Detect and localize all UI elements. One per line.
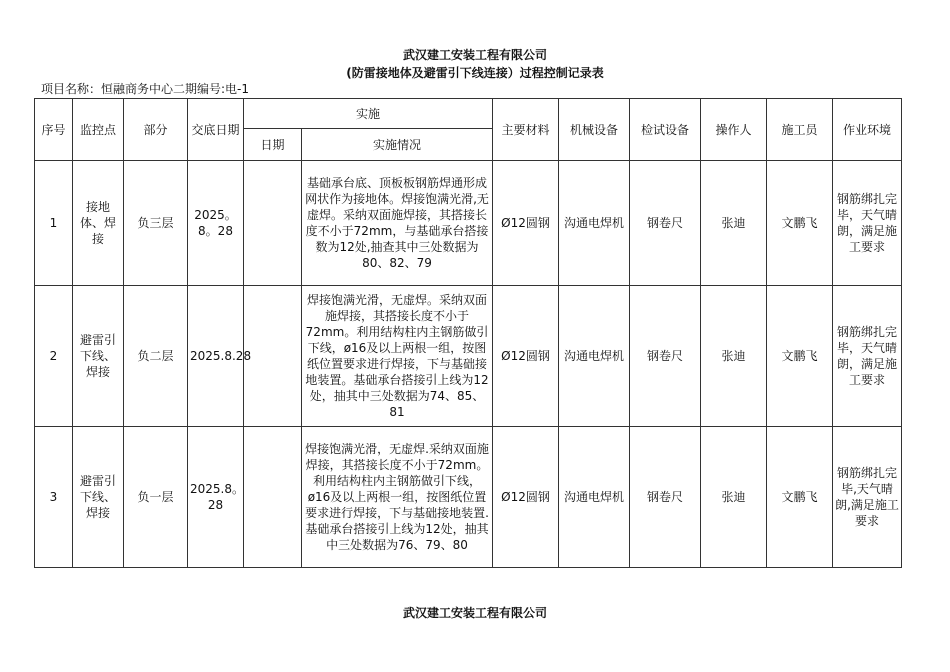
cell-seq: 2 xyxy=(35,286,73,427)
cell-operator: 张迪 xyxy=(701,161,767,286)
cell-constructor: 文鹏飞 xyxy=(767,161,833,286)
cell-monitor-point: 避雷引下线、焊接 xyxy=(73,427,124,568)
header-constructor: 施工员 xyxy=(767,99,833,161)
cell-handover-date: 2025.8.28 xyxy=(188,286,244,427)
cell-impl-status: 基础承台底、顶板板钢筋焊通形成网状作为接地体。焊接饱满光滑,无虚焊。采纳双面施焊接，其搭接长度不小于72mm，与基础承台搭接数为12处,抽查其中三处数据为80、82、79 xyxy=(302,161,493,286)
cell-inspection: 钢卷尺 xyxy=(630,286,701,427)
cell-monitor-point: 避雷引下线、焊接 xyxy=(73,286,124,427)
document-title: 武汉建工安装工程有限公司 xyxy=(402,48,547,62)
header-environment: 作业环境 xyxy=(833,99,902,161)
cell-machinery: 沟通电焊机 xyxy=(559,427,630,568)
cell-impl-status: 焊接饱满光滑，无虚焊.采纳双面施焊接，其搭接长度不小于72mm。利用结构柱内主钢筋做引下线，ø16及以上两根一组，按图纸位置要求进行焊接，下与基础接地装置.基础承台搭接引上线为12处，抽其中三处数据为76、79、80 xyxy=(302,427,493,568)
table-row xyxy=(35,286,902,427)
cell-inspection: 钢卷尺 xyxy=(630,161,701,286)
cell-material: Ø12圆钢 xyxy=(493,427,559,568)
footer-company: 武汉建工安装工程有限公司 xyxy=(402,606,547,620)
cell-environment: 钢筋绑扎完毕，天气晴朗，满足施工要求 xyxy=(833,161,902,286)
cell-inspection: 钢卷尺 xyxy=(630,427,701,568)
cell-handover-date: 2025。8。28 xyxy=(188,161,244,286)
cell-date xyxy=(244,161,302,286)
process-control-record-table xyxy=(34,98,902,568)
header-material: 主要材料 xyxy=(493,99,559,161)
header-machinery: 机械设备 xyxy=(559,99,630,161)
cell-material: Ø12圆钢 xyxy=(493,161,559,286)
cell-impl-status: 焊接饱满光滑，无虚焊。采纳双面施焊接，其搭接长度不小于72mm。利用结构柱内主钢筋做引下线，ø16及以上两根一组，按图纸位置要求进行焊接，下与基础接地装置。基础承台搭接引上线为12处，抽其中三处数据为74、85、81 xyxy=(302,286,493,427)
cell-material: Ø12圆钢 xyxy=(493,286,559,427)
cell-constructor: 文鹏飞 xyxy=(767,286,833,427)
cell-date xyxy=(244,286,302,427)
header-handover-date: 交底日期 xyxy=(188,99,244,161)
cell-environment: 钢筋绑扎完毕，天气晴朗，满足施工要求 xyxy=(833,286,902,427)
project-info: 项目名称：恒融商务中心二期编号:电-1 xyxy=(41,82,250,96)
cell-part: 负一层 xyxy=(124,427,188,568)
header-part: 部分 xyxy=(124,99,188,161)
cell-seq: 1 xyxy=(35,161,73,286)
header-seq: 序号 xyxy=(35,99,73,161)
cell-seq: 3 xyxy=(35,427,73,568)
cell-part: 负二层 xyxy=(124,286,188,427)
cell-machinery: 沟通电焊机 xyxy=(559,286,630,427)
table-row xyxy=(35,427,902,568)
cell-constructor: 文鹏飞 xyxy=(767,427,833,568)
cell-operator: 张迪 xyxy=(701,427,767,568)
header-impl-status: 实施情况 xyxy=(302,129,493,161)
cell-handover-date: 2025.8。28 xyxy=(188,427,244,568)
header-monitor-point: 监控点 xyxy=(73,99,124,161)
cell-monitor-point: 接地体、焊接 xyxy=(73,161,124,286)
header-row xyxy=(35,99,902,129)
cell-part: 负三层 xyxy=(124,161,188,286)
document-subtitle: (防雷接地体及避雷引下线连接）过程控制记录表 xyxy=(346,66,604,80)
cell-operator: 张迪 xyxy=(701,286,767,427)
cell-environment: 钢筋绑扎完毕,天气晴朗,满足施工要求 xyxy=(833,427,902,568)
header-inspection: 检试设备 xyxy=(630,99,701,161)
cell-date xyxy=(244,427,302,568)
header-operator: 操作人 xyxy=(701,99,767,161)
header-implementation: 实施 xyxy=(244,99,493,129)
table-row xyxy=(35,161,902,286)
cell-machinery: 沟通电焊机 xyxy=(559,161,630,286)
header-date: 日期 xyxy=(244,129,302,161)
